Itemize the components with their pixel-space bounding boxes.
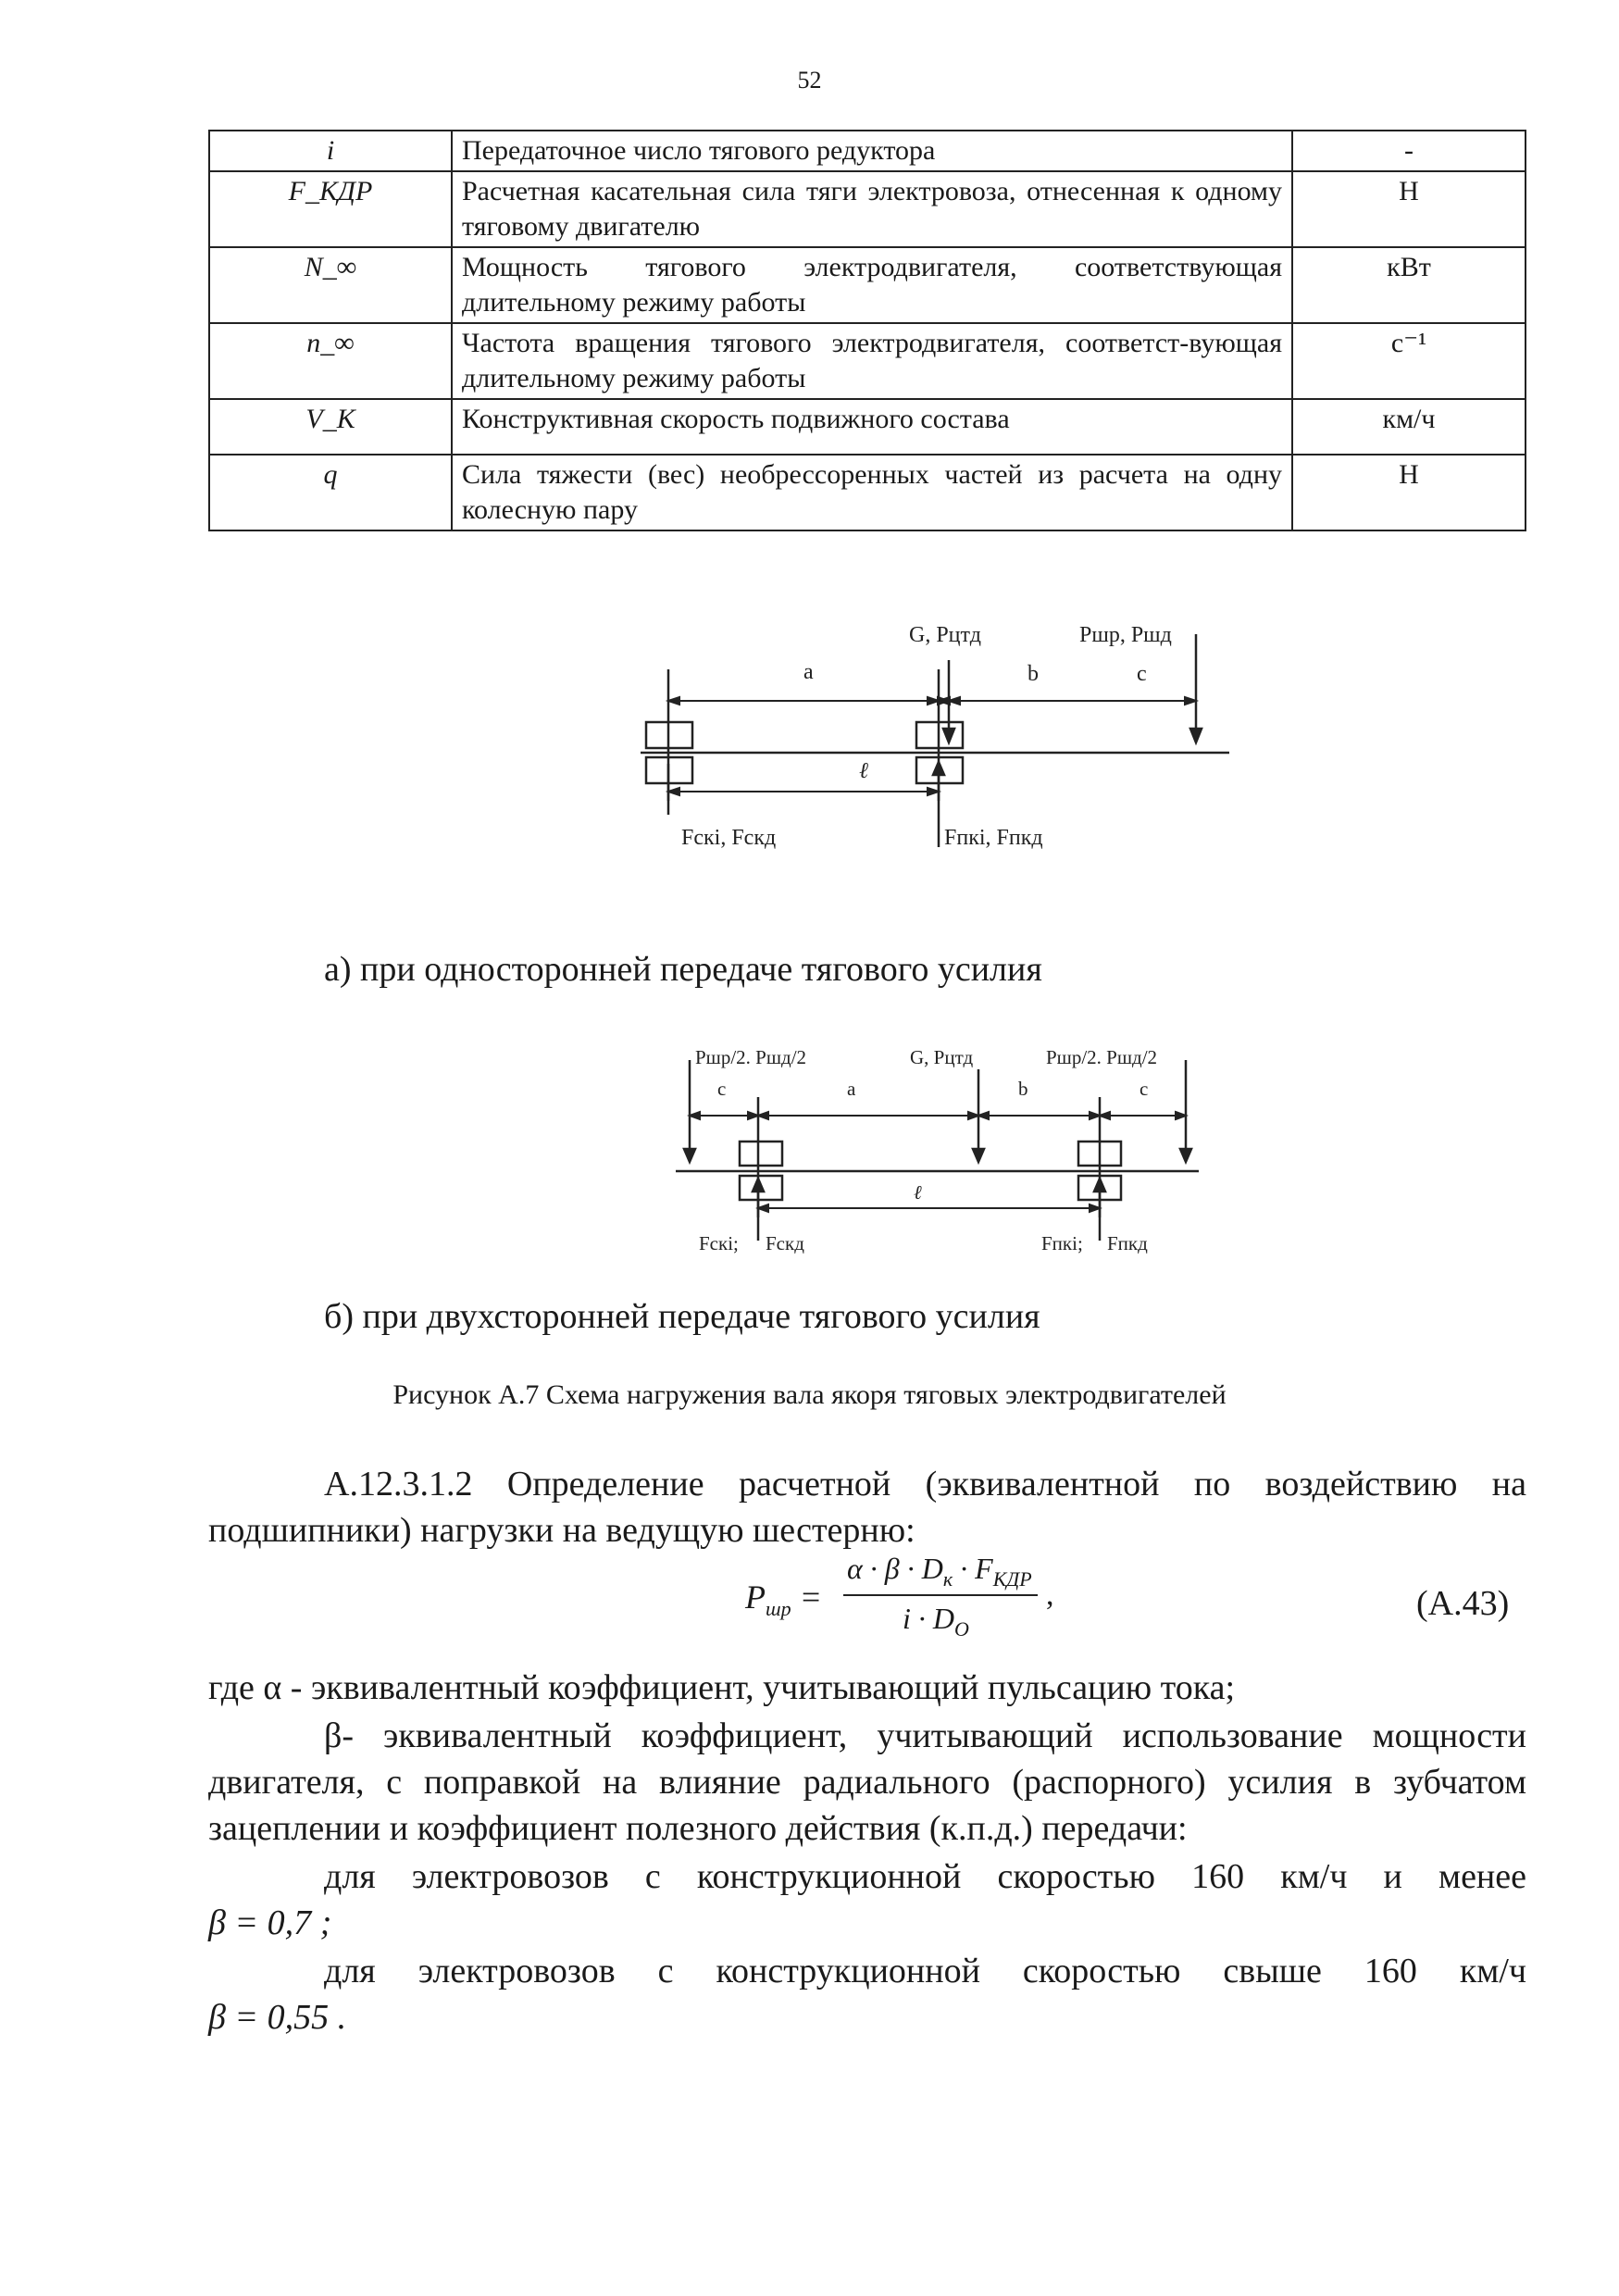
case-2-value: β = 0,55 .: [208, 1998, 347, 2037]
dim-a: a: [803, 660, 814, 684]
description-cell: Расчетная касательная сила тяги электровоза, отнесенная к одному тяговому двигателю: [452, 171, 1292, 247]
unit-cell: Н: [1292, 455, 1526, 530]
figure-title: Рисунок А.7 Схема нагружения вала якоря тяговых электродвигателей: [392, 1379, 1227, 1410]
unit-cell: -: [1292, 131, 1526, 171]
equation-number: (А.43): [1416, 1584, 1510, 1623]
formula-denominator: $i \cdot D_O$: [903, 1602, 969, 1641]
label-reaction-left: Fcкi, Fскд: [681, 826, 777, 850]
diagram-a: [629, 616, 1240, 866]
dim-l: ℓ: [859, 759, 868, 783]
caption-b: б) при двухсторонней передаче тягового усилия: [324, 1297, 1040, 1336]
unit-cell: Н: [1292, 171, 1526, 247]
dim-b: b: [1027, 662, 1039, 686]
dim-c-left: c: [717, 1078, 727, 1100]
dim-c: c: [1137, 662, 1147, 686]
unit-cell: км/ч: [1292, 399, 1526, 455]
unit-cell: кВт: [1292, 247, 1526, 323]
symbol-cell: n_∞: [209, 323, 452, 399]
arrow-pshr: [1190, 729, 1202, 742]
label-reaction-right: Fпкi, Fпкд: [944, 826, 1043, 850]
symbol-cell: i: [209, 131, 452, 171]
symbol-cell: N_∞: [209, 247, 452, 323]
arrow-reaction-right: [933, 762, 944, 775]
dim-a: a: [847, 1078, 856, 1100]
alpha-definition: где α - эквивалентный коэффициент, учитывающий пульсацию тока;: [208, 1668, 1236, 1707]
table-row: [209, 323, 1526, 399]
label-load-left: Pшр/2. Pшд/2: [695, 1046, 807, 1068]
table-row: [209, 171, 1526, 247]
description-cell: Передаточное число тягового редуктора: [452, 131, 1292, 171]
label-load-center: G, Pцтд: [910, 1046, 974, 1068]
description-cell: Сила тяжести (вес) необрессоренных частей из расчета на одну колесную пару: [452, 455, 1292, 530]
formula-lhs: $P_{шр}$ =: [745, 1578, 822, 1620]
description-cell: Частота вращения тягового электродвигателя, соответст-вующая длительному режиму работы: [452, 323, 1292, 399]
description-cell: Мощность тягового электродвигателя, соответствующая длительному режиму работы: [452, 247, 1292, 323]
label-reaction-right-1: Fпкi;: [1041, 1232, 1083, 1254]
diagram-b: [662, 1042, 1217, 1273]
table-row: [209, 455, 1526, 530]
formula-trailing: ,: [1046, 1578, 1054, 1612]
beta-definition: β- эквивалентный коэффициент, учитывающий использование мощности двигателя, с поправкой на влияние радиального (распорного) усилия в зубчатом зацеплении и коэффициент полезного действия (к.п.д.) передачи:: [208, 1716, 1526, 1848]
case-1-value: β = 0,7 ;: [208, 1903, 332, 1942]
arrow-g: [943, 729, 954, 742]
label-reaction-left-1: Fcкi;: [699, 1232, 739, 1254]
label-load-center: G, Pцтд: [909, 623, 981, 647]
dim-b: b: [1018, 1078, 1028, 1100]
case-2-text: для электровозов с конструкционной скоростью свыше 160 км/ч: [324, 1952, 1526, 1990]
symbol-cell: V_К: [209, 399, 452, 455]
dim-l: ℓ: [914, 1181, 922, 1204]
case-1-text: для электровозов с конструкционной скоростью 160 км/ч и менее: [324, 1857, 1526, 1896]
label-reaction-left-2: Fскд: [766, 1232, 804, 1254]
table-row: [209, 131, 1526, 171]
label-reaction-right-2: Fпкд: [1107, 1232, 1148, 1254]
parameters-table: [208, 130, 1526, 531]
caption-a: а) при односторонней передаче тягового усилия: [324, 950, 1042, 989]
fraction-bar: [843, 1594, 1038, 1596]
dim-c-right: c: [1140, 1078, 1149, 1100]
symbol-cell: q: [209, 455, 452, 530]
description-cell: Конструктивная скорость подвижного состава: [452, 399, 1292, 455]
page-number: 52: [797, 67, 822, 94]
label-load-right: Pшр/2. Pшд/2: [1046, 1046, 1158, 1068]
formula-numerator: $\alpha \cdot \beta \cdot D_к \cdot F_{КДР}$: [847, 1552, 1032, 1591]
unit-cell: с⁻¹: [1292, 323, 1526, 399]
label-load-right: Pшр, Pшд: [1079, 623, 1172, 647]
table-row: [209, 399, 1526, 455]
table-row: [209, 247, 1526, 323]
bearing-left-top: [740, 1142, 782, 1166]
formula: [745, 1552, 1078, 1653]
symbol-cell: F_КДР: [209, 171, 452, 247]
section-heading: А.12.3.1.2 Определение расчетной (эквивалентной по воздействию на подшипники) нагрузки на ведущую шестерню:: [208, 1465, 1526, 1550]
